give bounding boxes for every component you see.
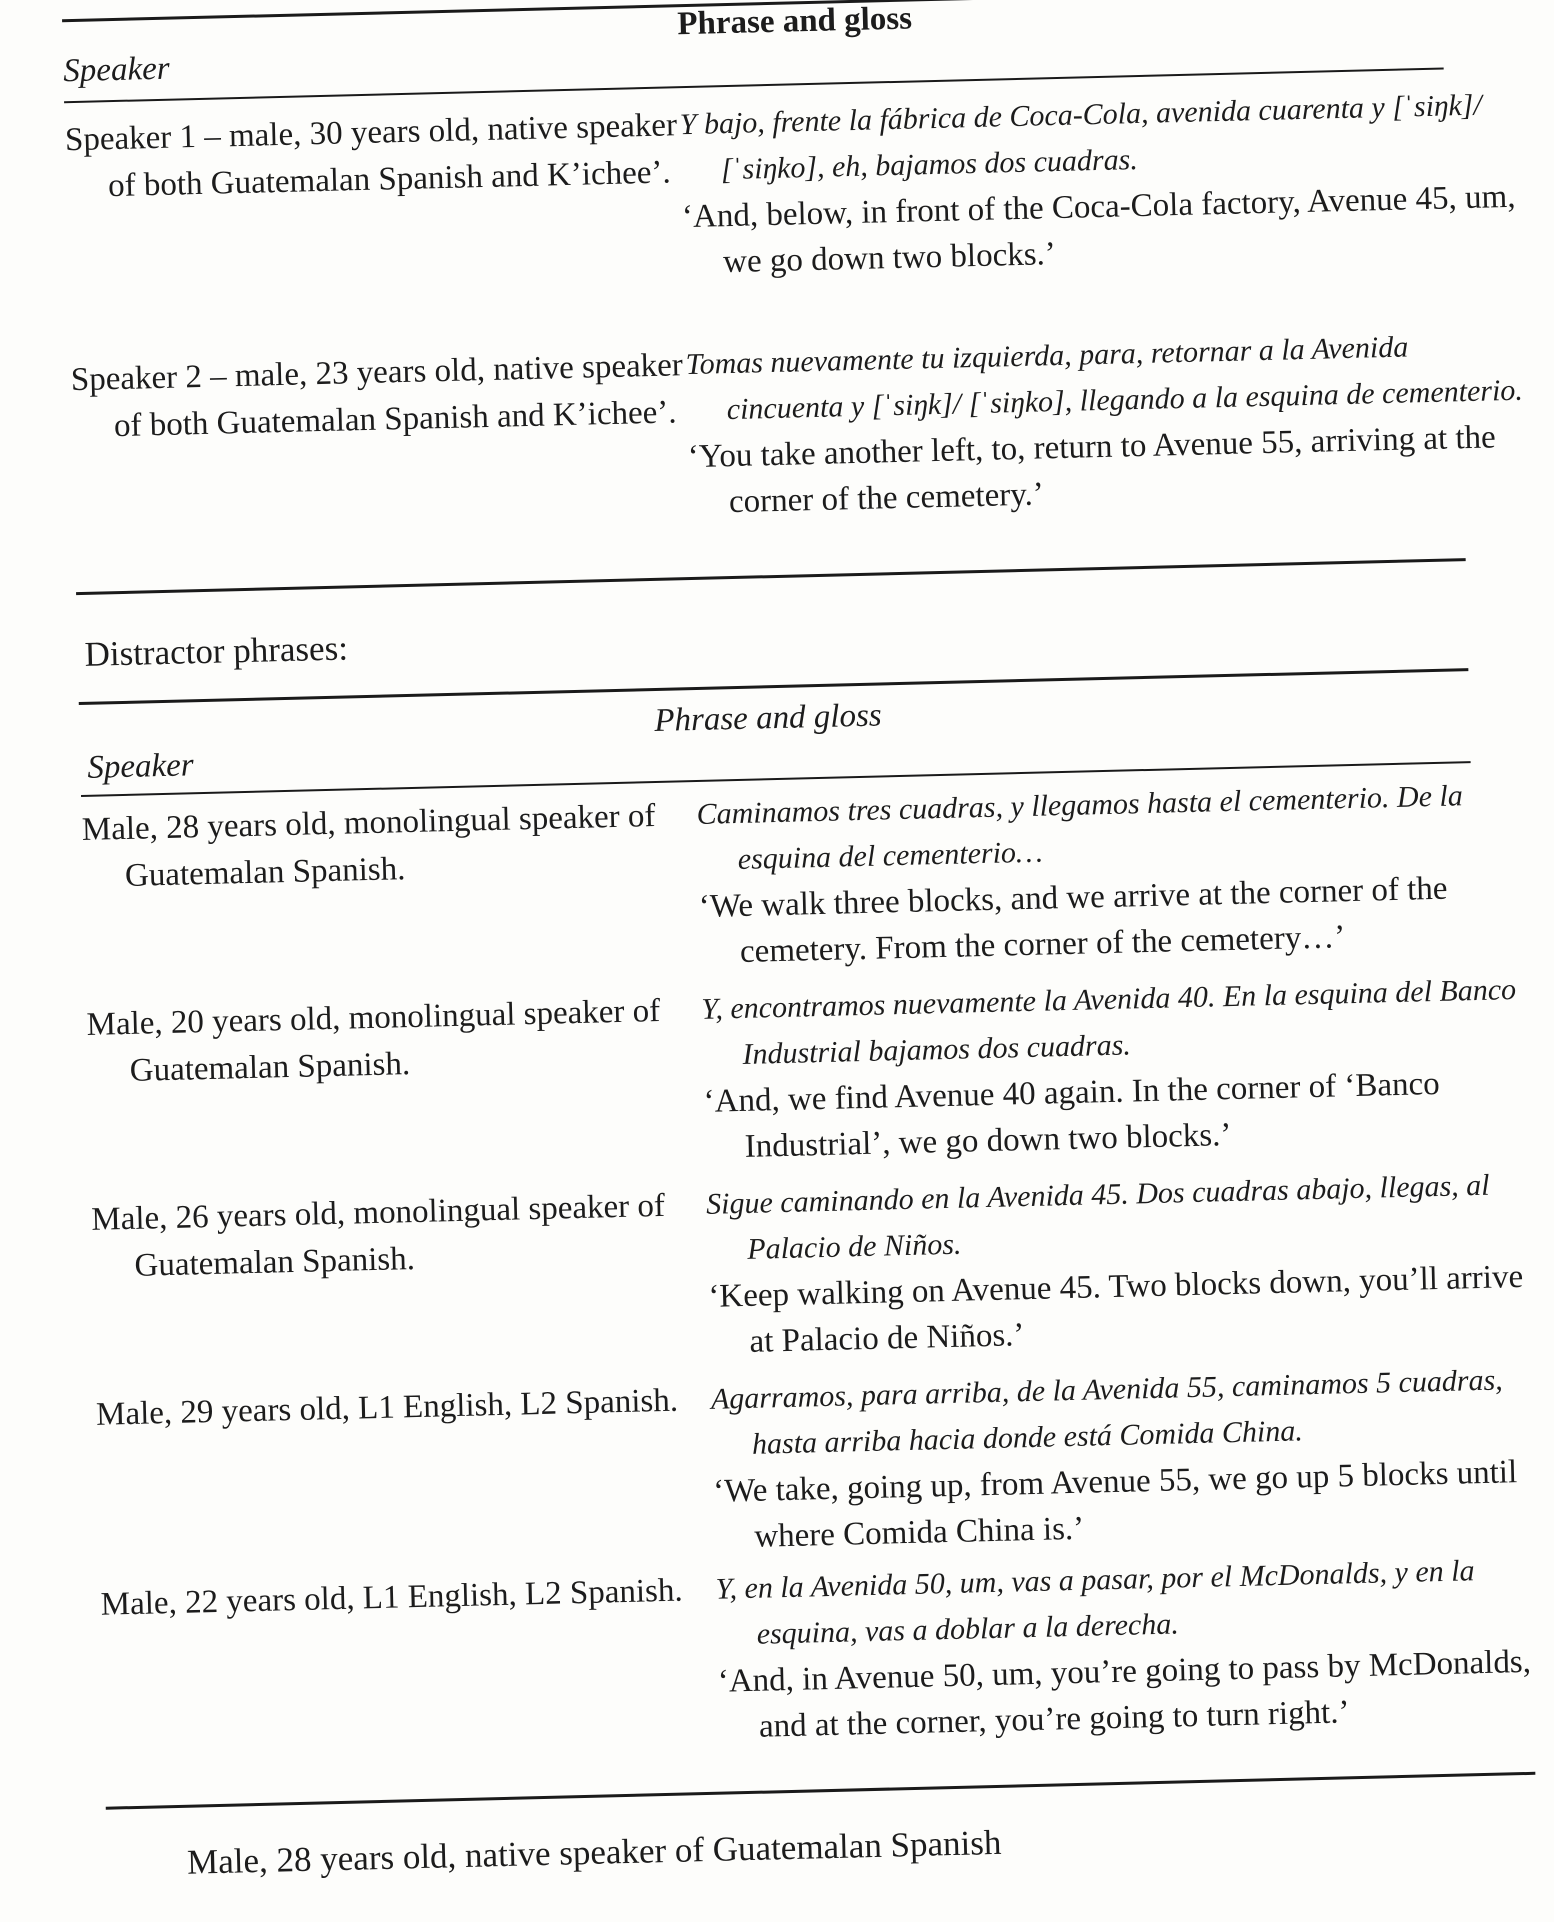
footer-speaker-text: Male, 28 years old, native speaker of Guatemalan Spanish bbox=[186, 1822, 1002, 1882]
speaker-cell: Male, 29 years old, L1 English, L2 Spanish. bbox=[95, 1382, 679, 1433]
table1-row bbox=[70, 322, 1524, 521]
spanish-phrase: Agarramos, para arriba, de la Avenida 55, caminamos 5 cuadras, hasta arriba hacia donde está Comida China. bbox=[710, 1363, 1504, 1461]
spanish-phrase: Tomas nuevamente tu izquierda, para, retornar a la Avenida cincuenta y [ˈsiŋk]/ [ˈsiŋko], llegando a la esquina de cementerio. bbox=[685, 330, 1524, 427]
speaker-cell: Male, 28 years old, monolingual speaker of Guatemalan Spanish. bbox=[81, 798, 656, 894]
speaker-cell: Male, 22 years old, L1 English, L2 Spanish. bbox=[100, 1572, 684, 1623]
phrase-cell bbox=[696, 771, 1540, 975]
spanish-phrase: Y, en la Avenida 50, um, vas a pasar, por el McDonalds, y en la esquina, vas a doblar a la derecha. bbox=[715, 1554, 1475, 1651]
english-gloss: ‘We walk three blocks, and we arrive at the corner of the cemetery. From the corner of the cemetery…’ bbox=[698, 870, 1448, 970]
speaker-cell: Speaker 1 – male, 30 years old, native speaker of both Guatemalan Spanish and K’ichee’. bbox=[64, 107, 678, 205]
table2-phrase-header: Phrase and gloss bbox=[653, 697, 883, 739]
phrase-cell bbox=[701, 966, 1545, 1170]
english-gloss: ‘Keep walking on Avenue 45. Two blocks down, you’ll arrive at Palacio de Niños.’ bbox=[708, 1258, 1524, 1360]
table1-phrase-header: Phrase and gloss bbox=[676, 0, 913, 43]
phrase-cell bbox=[706, 1161, 1550, 1365]
english-gloss: ‘You take another left, to, return to Avenue 55, arriving at the corner of the cemetery.’ bbox=[687, 419, 1497, 521]
phrase-cell bbox=[710, 1356, 1554, 1560]
spanish-phrase: Y bajo, frente la fábrica de Coca-Cola, avenida cuarenta y [ˈsiŋk]/ [ˈsiŋko], eh, bajamos dos cuadras. bbox=[679, 88, 1483, 187]
distractor-label: Distractor phrases: bbox=[84, 628, 349, 674]
phrase-cell bbox=[715, 1546, 1554, 1750]
speaker-cell: Male, 20 years old, monolingual speaker of Guatemalan Spanish. bbox=[86, 992, 661, 1089]
english-gloss: ‘And, we find Avenue 40 again. In the corner of ‘Banco Industrial’, we go down two blocks.’ bbox=[703, 1065, 1441, 1165]
spanish-phrase: Caminamos tres cuadras, y llegamos hasta el cementerio. De la esquina del cementerio… bbox=[696, 779, 1464, 876]
english-gloss: ‘We take, going up, from Avenue 55, we go up 5 blocks until where Comida China is.’ bbox=[712, 1454, 1518, 1555]
table1-bottom-rule bbox=[76, 558, 1466, 595]
table1-row bbox=[64, 82, 1516, 281]
table2-speaker-header: Speaker bbox=[86, 747, 195, 786]
speaker-cell: Male, 26 years old, monolingual speaker of Guatemalan Spanish. bbox=[90, 1187, 666, 1284]
phrase-cell bbox=[685, 322, 1529, 526]
phrase-cell bbox=[679, 82, 1523, 286]
spanish-phrase: Y, encontramos nuevamente la Avenida 40. En la esquina del Banco Industrial bajamos dos cuadras. bbox=[701, 973, 1517, 1071]
spanish-phrase: Sigue caminando en la Avenida 45. Dos cuadras abajo, llegas, al Palacio de Niños. bbox=[705, 1168, 1490, 1266]
table1-speaker-header: Speaker bbox=[62, 50, 171, 90]
table2-bottom-rule bbox=[106, 1772, 1536, 1810]
english-gloss: ‘And, below, in front of the Coca-Cola factory, Avenue 45, um, we go down two blocks.’ bbox=[681, 178, 1516, 281]
speaker-cell: Speaker 2 – male, 23 years old, native speaker of both Guatemalan Spanish and K’ichee’. bbox=[70, 347, 684, 445]
english-gloss: ‘And, in Avenue 50, um, you’re going to pass by McDonalds, and at the corner, you’re going to turn right.’ bbox=[717, 1643, 1532, 1745]
